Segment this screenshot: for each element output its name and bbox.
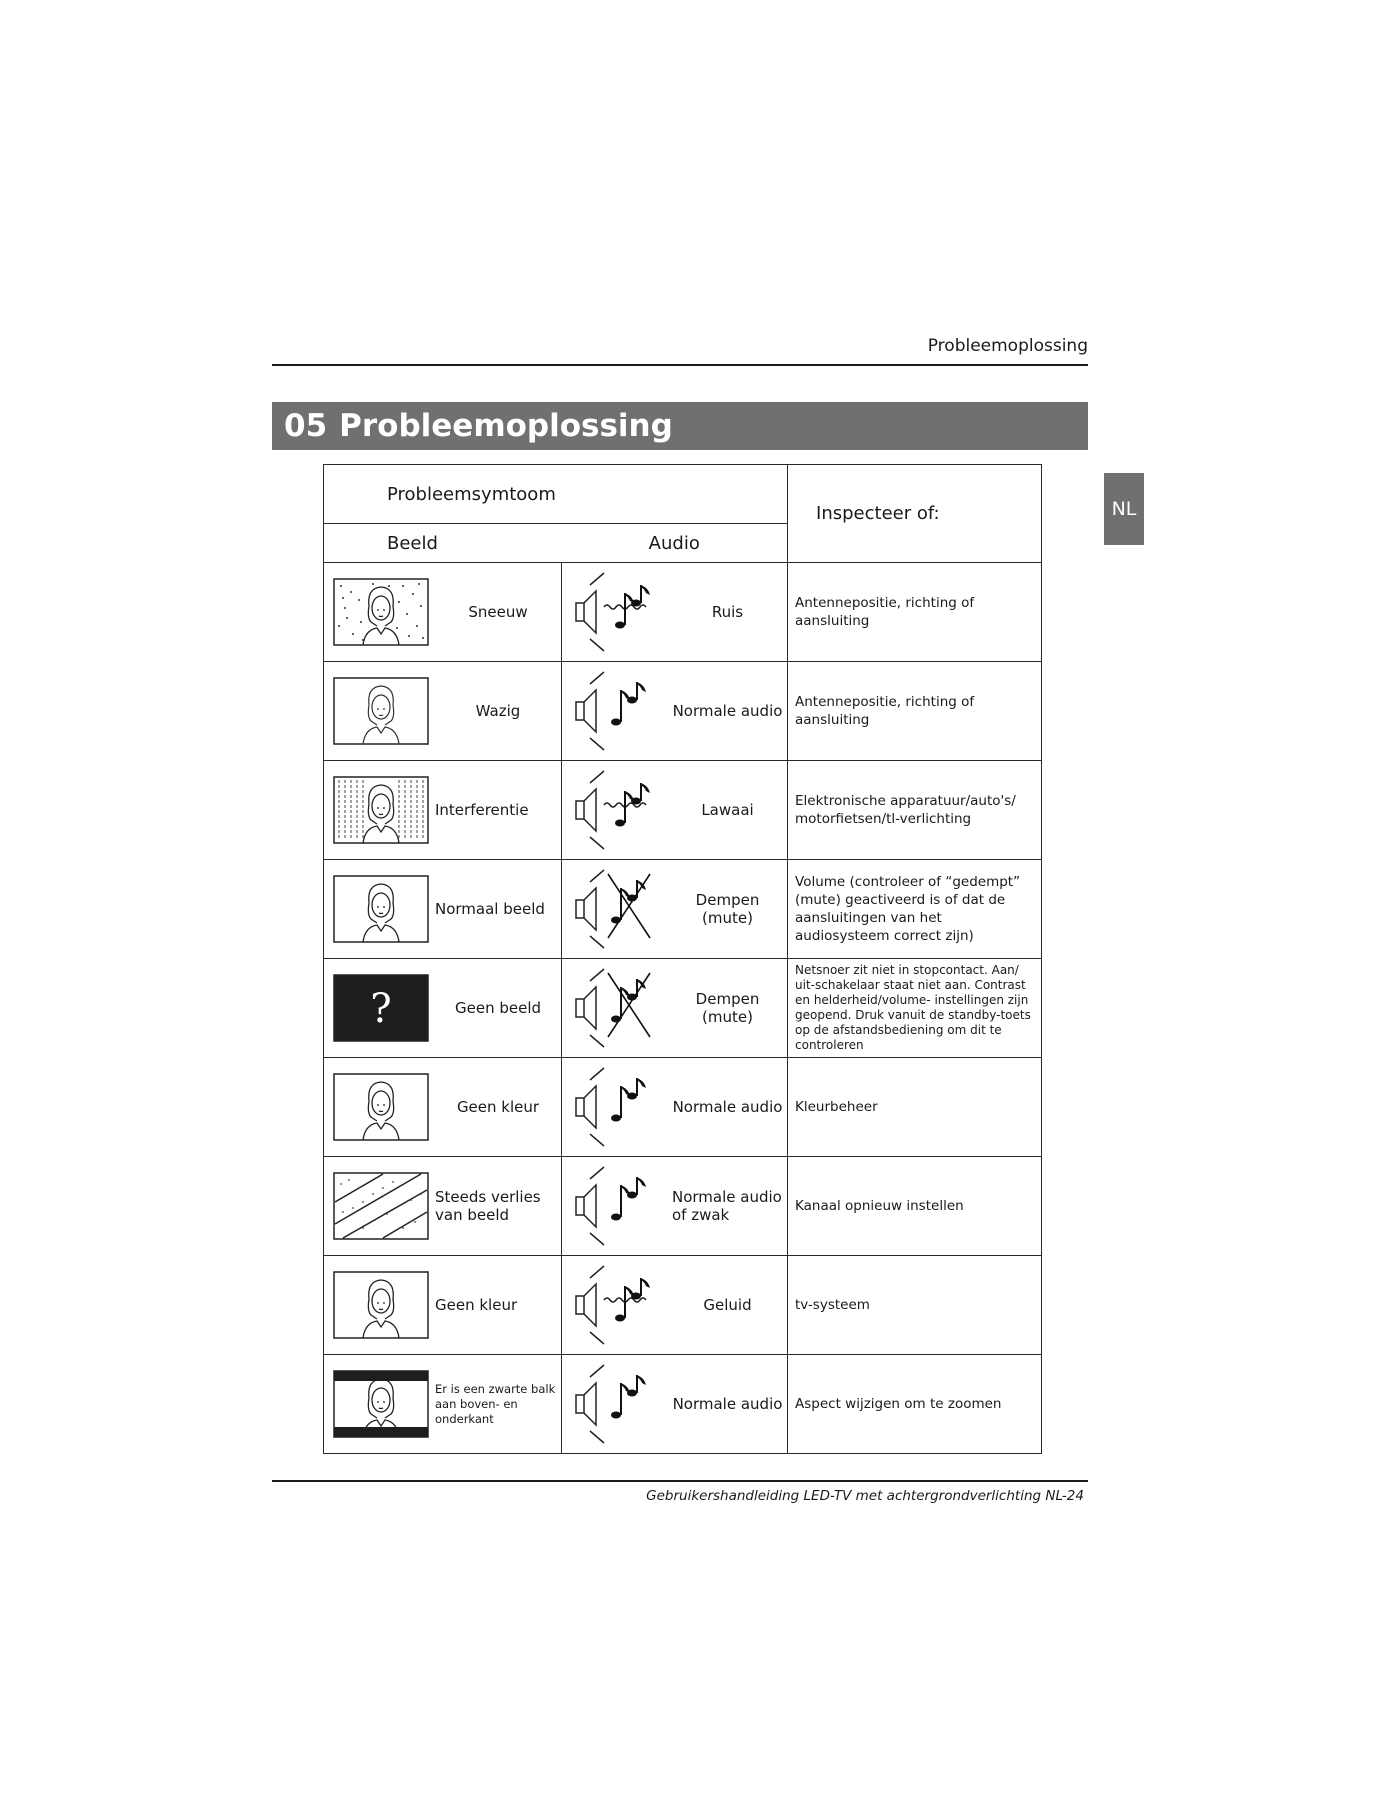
inspect-cell: Netsnoer zit niet in stopcontact. Aan/ uit-schakelaar staat niet aan. Contrast en helderheid/volume- instellingen zijn geopend. Druk vanuit de standby-toets op de afstandsbediening om dit te controleren (788, 959, 1042, 1058)
noise-speaker-icon (572, 769, 672, 851)
table-row (324, 1157, 1042, 1256)
picture-loss-icon (333, 1172, 429, 1240)
noise-speaker-icon (572, 571, 672, 653)
letterbox-picture-icon (333, 1370, 429, 1438)
muted-speaker-icon (572, 967, 672, 1049)
normal-speaker-icon (572, 1066, 672, 1148)
audio-label: Lawaai (701, 801, 754, 819)
audio-label: Normale audio (672, 1395, 783, 1413)
table-row (324, 860, 1042, 959)
beeld-label: Steeds verlies van beeld (435, 1188, 541, 1224)
inspect-cell: Antennepositie, richting of aansluiting (788, 563, 1042, 662)
inspect-cell: Volume (controleer of “gedempt” (mute) geactiveerd is of dat de aansluitingen van het audiosysteem correct zijn) (788, 860, 1042, 959)
blurry-picture-icon (333, 677, 429, 745)
table-row (324, 1256, 1042, 1355)
audio-label: Normale audio (672, 1098, 783, 1116)
audio-header: Audio (562, 524, 788, 563)
table-row (324, 1058, 1042, 1157)
muted-speaker-icon (572, 868, 672, 950)
normal-speaker-icon (572, 1165, 672, 1247)
section-title: Probleemoplossing (339, 408, 673, 444)
page-footer: Gebruikershandleiding LED-TV met achtergrondverlichting NL-24 (646, 1488, 1084, 1504)
table-row (324, 959, 1042, 1058)
normal-picture-icon (333, 1271, 429, 1339)
section-number: 05 (284, 408, 328, 444)
inspect-cell: Kanaal opnieuw instellen (788, 1157, 1042, 1256)
beeld-label: Geen kleur (435, 1296, 518, 1314)
beeld-label: Geen kleur (456, 1098, 540, 1116)
svg-text:?: ? (370, 986, 392, 1032)
audio-label: Normale audio (672, 702, 783, 720)
running-head: Probleemoplossing (927, 336, 1088, 356)
inspect-cell: Antennepositie, richting of aansluiting (788, 662, 1042, 761)
normal-picture-icon (333, 875, 429, 943)
beeld-label: Interferentie (435, 801, 529, 819)
table-row (324, 662, 1042, 761)
table-row (324, 1355, 1042, 1454)
symptom-header: Probleemsymtoom (324, 465, 788, 524)
beeld-label: Sneeuw (468, 603, 528, 621)
audio-label: Geluid (703, 1296, 752, 1314)
beeld-label: Er is een zwarte balk aan boven- en onderkant (435, 1381, 556, 1426)
noise-speaker-icon (572, 1264, 672, 1346)
audio-label: Dempen (mute) (695, 891, 760, 927)
beeld-label: Wazig (475, 702, 521, 720)
inspect-cell: Elektronische apparatuur/auto's/ motorfietsen/tl-verlichting (788, 761, 1042, 860)
inspect-cell: Kleurbeheer (788, 1058, 1042, 1157)
top-rule (272, 364, 1088, 366)
language-tab[interactable]: NL (1104, 473, 1144, 545)
bottom-rule (272, 1480, 1088, 1482)
audio-label: Normale audio of zwak (672, 1188, 782, 1224)
beeld-header: Beeld (324, 524, 562, 563)
no-picture-icon (333, 974, 429, 1042)
inspect-cell: Aspect wijzigen om te zoomen (788, 1355, 1042, 1454)
inspect-header: Inspecteer of: (788, 465, 1042, 563)
troubleshooting-table (323, 464, 1042, 1454)
section-title-bar (272, 402, 1088, 450)
normal-picture-icon (333, 1073, 429, 1141)
snow-picture-icon (333, 578, 429, 646)
normal-speaker-icon (572, 670, 672, 752)
table-row (324, 563, 1042, 662)
beeld-label: Geen beeld (454, 999, 542, 1017)
inspect-cell: tv-systeem (788, 1256, 1042, 1355)
table-row (324, 761, 1042, 860)
audio-label: Ruis (711, 603, 744, 621)
beeld-label: Normaal beeld (435, 900, 545, 918)
normal-speaker-icon (572, 1363, 672, 1445)
interference-picture-icon (333, 776, 429, 844)
audio-label: Dempen (mute) (695, 990, 760, 1026)
